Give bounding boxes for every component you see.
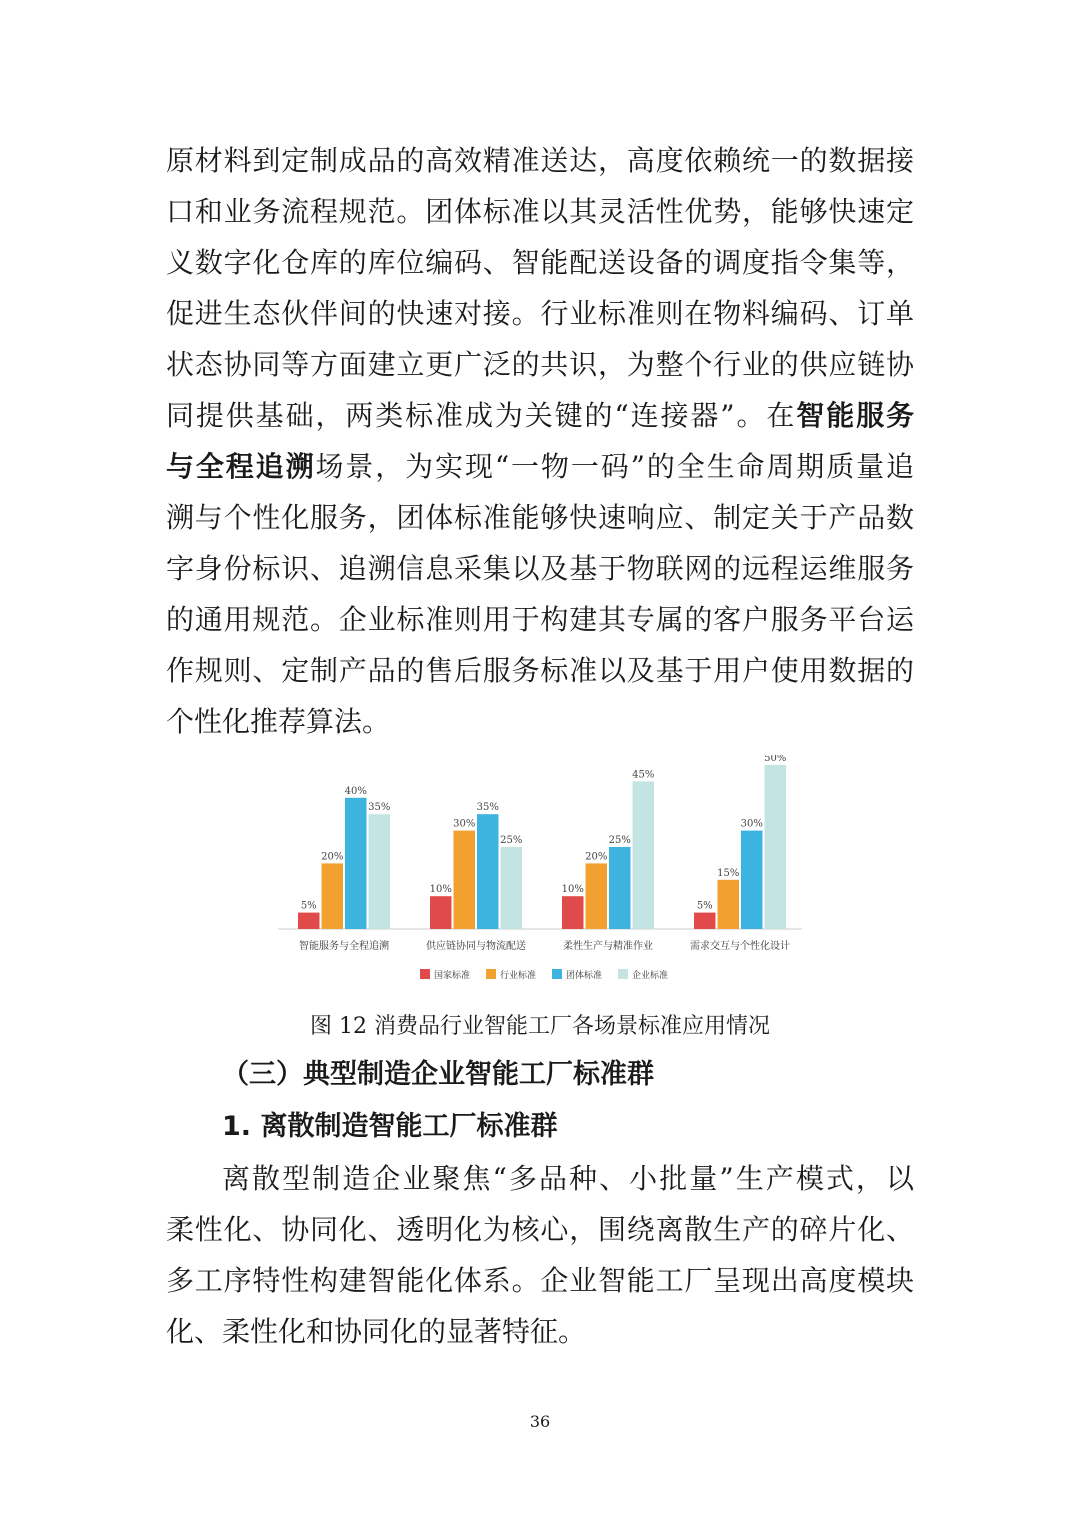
bar <box>694 913 716 929</box>
legend-swatch <box>486 969 496 979</box>
subsection-heading: 1. 离散制造智能工厂标准群 <box>222 1111 558 1142</box>
paragraph-line: 化、柔性化和协同化的显著特征。 <box>166 1315 587 1348</box>
bar <box>369 814 391 929</box>
data-label: 20% <box>321 851 344 863</box>
legend-swatch <box>618 969 628 979</box>
paragraph-line: 口和业务流程规范。团体标准以其灵活性优势，能够快速定 <box>166 195 914 228</box>
page-number: 36 <box>529 1412 551 1431</box>
legend-label: 企业标准 <box>632 971 669 981</box>
category-label: 供应链协同与物流配送 <box>426 941 526 952</box>
data-label: 35% <box>476 802 499 814</box>
section-heading: （三）典型制造企业智能工厂标准群 <box>222 1059 654 1090</box>
bold-keyword: 与全程追溯 <box>166 450 316 483</box>
bar <box>765 765 787 929</box>
data-label: 35% <box>368 802 391 814</box>
chart-svg <box>270 755 810 990</box>
data-label: 45% <box>632 769 655 781</box>
paragraph-line: 溯与个性化服务，团体标准能够快速响应、制定关于产品数 <box>166 501 914 534</box>
bar <box>718 880 740 929</box>
bold-keyword: 智能服务 <box>796 399 914 432</box>
category-label: 智能服务与全程追溯 <box>299 941 389 952</box>
paragraph-line: 状态协同等方面建立更广泛的共识，为整个行业的供应链协 <box>166 348 914 381</box>
paragraph-line: 字身份标识、追溯信息采集以及基于物联网的远程运维服务 <box>166 552 914 585</box>
data-label: 40% <box>344 785 367 797</box>
data-label: 15% <box>717 867 740 879</box>
legend-label: 行业标准 <box>500 971 537 981</box>
bar <box>609 847 631 929</box>
paragraph-text: 场景，为实现“一物一码”的全生命周期质量追 <box>315 450 914 483</box>
data-label: 50% <box>764 755 787 764</box>
paragraph-line: 多工序特性构建智能化体系。企业智能工厂呈现出高度模块 <box>166 1264 914 1297</box>
bar <box>501 847 523 929</box>
data-label: 10% <box>429 884 452 896</box>
paragraph-line: 离散型制造企业聚焦“多品种、小批量”生产模式，以 <box>222 1162 914 1195</box>
data-label: 5% <box>696 900 713 912</box>
paragraph-line: 原材料到定制成品的高效精准送达，高度依赖统一的数据接 <box>166 144 914 177</box>
bar <box>477 814 499 929</box>
category-label: 柔性生产与精准作业 <box>563 941 653 952</box>
legend-label: 团体标准 <box>566 971 603 981</box>
data-label: 10% <box>561 884 584 896</box>
paragraph-line <box>166 399 914 433</box>
bar <box>454 831 476 929</box>
bar <box>586 863 608 929</box>
bar <box>741 831 763 929</box>
bar <box>633 781 655 929</box>
bar <box>430 896 452 929</box>
paragraph-line: 个性化推荐算法。 <box>166 705 391 738</box>
bar <box>345 798 367 929</box>
data-label: 25% <box>608 835 631 846</box>
paragraph-line: 义数字化仓库的库位编码、智能配送设备的调度指令集等， <box>166 246 914 279</box>
paragraph-line: 柔性化、协同化、透明化为核心，围绕离散生产的碎片化、 <box>166 1213 914 1246</box>
paragraph-text: 同提供基础，两类标准成为关键的“连接器”。在 <box>166 399 797 432</box>
data-label: 25% <box>500 835 523 846</box>
data-label: 5% <box>300 900 317 912</box>
paragraph-line: 促进生态伙伴间的快速对接。行业标准则在物料编码、订单 <box>166 297 914 330</box>
bar <box>562 896 584 929</box>
data-label: 20% <box>585 851 608 863</box>
paragraph-line: 作规则、定制产品的售后服务标准以及基于用户使用数据的 <box>166 654 914 687</box>
bar <box>298 913 320 929</box>
paragraph-line: 的通用规范。企业标准则用于构建其专属的客户服务平台运 <box>166 603 914 636</box>
legend-swatch <box>552 969 562 979</box>
legend-swatch <box>420 969 430 979</box>
paragraph-line <box>166 450 914 484</box>
legend-label: 国家标准 <box>434 971 471 981</box>
data-label: 30% <box>453 818 476 830</box>
bar-chart <box>270 755 810 990</box>
bar <box>322 863 344 929</box>
figure-caption: 图 12 消费品行业智能工厂各场景标准应用情况 <box>310 1014 770 1039</box>
category-label: 需求交互与个性化设计 <box>690 941 790 952</box>
data-label: 30% <box>740 818 763 830</box>
